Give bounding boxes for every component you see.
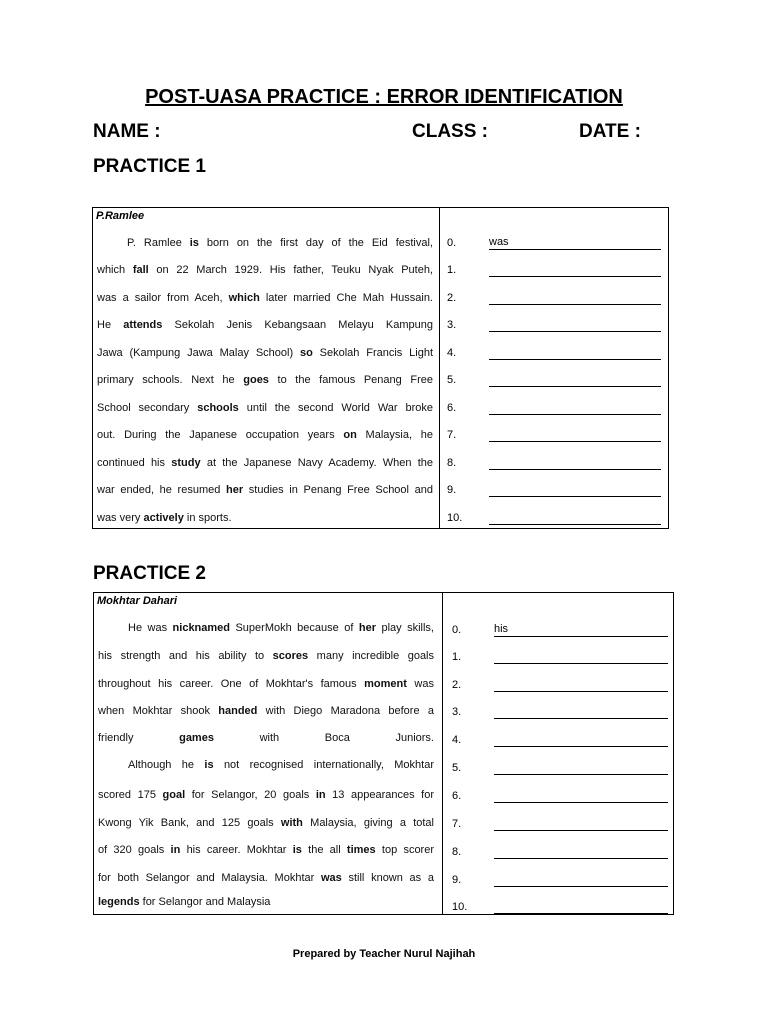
practice-2-heading: PRACTICE 2 xyxy=(93,563,206,584)
answer-blank[interactable] xyxy=(494,790,668,803)
item-number: 9. xyxy=(447,484,457,496)
answer-blank[interactable] xyxy=(489,374,661,387)
passage-text-segment: until the second World War broke xyxy=(238,402,434,414)
answer-blank[interactable] xyxy=(494,624,668,637)
passage-text-segment: P. Ramlee xyxy=(127,237,190,249)
passage-text-segment: later married Che Mah Hussain. xyxy=(259,292,433,304)
practice-1-box xyxy=(92,207,669,529)
passage-title: P.Ramlee xyxy=(96,210,145,222)
item-number: 3. xyxy=(447,319,457,331)
answer-blank[interactable] xyxy=(489,264,661,277)
footer-credit: Prepared by Teacher Nurul Najihah xyxy=(292,948,476,960)
passage-line xyxy=(98,650,434,662)
answer-blank[interactable] xyxy=(494,762,668,775)
error-word: attends xyxy=(123,319,163,331)
item-number: 8. xyxy=(447,457,457,469)
passage-text-segment: Jawa (Kampung Jawa Malay School) xyxy=(97,347,300,359)
answer-blank[interactable] xyxy=(489,512,661,525)
item-number: 0. xyxy=(452,624,462,636)
error-word: which xyxy=(228,292,260,304)
passage-line xyxy=(97,347,433,359)
error-word: in xyxy=(170,844,181,856)
passage-line xyxy=(98,678,434,690)
error-word: was xyxy=(321,872,342,884)
passage-text-segment: throughout his career. One of Mokhtar's famous xyxy=(98,678,365,690)
passage-text-segment: with Boca Juniors. xyxy=(213,732,434,744)
passage-text-segment: with Diego Maradona before a xyxy=(257,705,434,717)
class-label: CLASS : xyxy=(412,121,488,142)
passage-line xyxy=(97,512,433,524)
error-word: her xyxy=(226,484,244,496)
item-number: 3. xyxy=(452,706,462,718)
answer-blank[interactable] xyxy=(494,846,668,859)
error-word: schools xyxy=(197,402,239,414)
answer-blank[interactable] xyxy=(494,679,668,692)
passage-text-segment: He xyxy=(97,319,124,331)
answer-blank[interactable] xyxy=(494,874,668,887)
error-word: games xyxy=(179,732,214,744)
practice-2-box xyxy=(93,592,674,915)
answer-column xyxy=(442,593,673,914)
item-number: 5. xyxy=(452,762,462,774)
item-number: 6. xyxy=(452,790,462,802)
passage-text-segment: born on the first day of the Eid festival, xyxy=(198,237,433,249)
item-number: 7. xyxy=(447,429,457,441)
passage-text-segment: friendly xyxy=(98,732,180,744)
passage-text-segment: SuperMokh because of xyxy=(230,622,359,634)
name-label: NAME : xyxy=(93,121,161,142)
passage-text-segment: to the famous Penang Free xyxy=(268,374,433,386)
passage-line xyxy=(98,759,434,771)
passage-text-segment: for Selangor, 20 goals xyxy=(185,789,316,801)
passage-text-segment: was a sailor from Aceh, xyxy=(97,292,229,304)
passage-line xyxy=(98,732,434,744)
passage-text-segment: still known as a xyxy=(341,872,434,884)
passage-line xyxy=(98,622,434,634)
item-number: 4. xyxy=(447,347,457,359)
error-word: with xyxy=(280,817,303,829)
item-number: 9. xyxy=(452,874,462,886)
passage-line xyxy=(97,484,433,496)
passage-text-segment: his career. Mokhtar xyxy=(180,844,293,856)
error-word: moment xyxy=(364,678,407,690)
worksheet-title: POST-UASA PRACTICE : ERROR IDENTIFICATION xyxy=(145,86,623,108)
answer-blank[interactable] xyxy=(489,319,661,332)
answer-blank[interactable] xyxy=(489,402,661,415)
error-word: scores xyxy=(272,650,309,662)
answer-blank[interactable] xyxy=(489,347,661,360)
passage-text-segment: Malaysia, he xyxy=(356,429,433,441)
passage-text-segment: was very xyxy=(97,512,144,524)
passage-line xyxy=(97,429,433,441)
passage-text-segment: not recognised internationally, Mokhtar xyxy=(213,759,434,771)
error-word: on xyxy=(343,429,357,441)
error-word: is xyxy=(292,844,302,856)
passage-text-segment: many incredible goals xyxy=(308,650,435,662)
passage-text-segment: on 22 March 1929. His father, Teuku Nyak Puteh, xyxy=(148,264,433,276)
item-number: 4. xyxy=(452,734,462,746)
passage-line xyxy=(98,705,434,717)
passage-line xyxy=(98,817,434,829)
passage-line xyxy=(97,457,433,469)
passage-line xyxy=(97,374,433,386)
error-word: legends xyxy=(98,896,140,908)
item-number: 2. xyxy=(452,679,462,691)
passage-line xyxy=(97,402,433,414)
passage-text-segment: when Mokhtar shook xyxy=(98,705,219,717)
passage-text-segment: was xyxy=(406,678,434,690)
passage-line xyxy=(97,319,433,331)
item-number: 8. xyxy=(452,846,462,858)
passage-line xyxy=(97,292,433,304)
passage-text-segment: Malaysia, giving a total xyxy=(302,817,434,829)
item-number: 1. xyxy=(452,651,462,663)
passage-text-segment: which xyxy=(97,264,133,276)
item-number: 10. xyxy=(452,901,468,913)
answer-blank[interactable] xyxy=(494,901,668,914)
example-answer: his xyxy=(494,623,509,635)
error-word: so xyxy=(299,347,313,359)
passage-text-segment: Although he xyxy=(128,759,205,771)
passage-title: Mokhtar Dahari xyxy=(97,595,178,607)
passage-text-segment: his strength and his ability to xyxy=(98,650,273,662)
passage-text-segment: continued his xyxy=(97,457,172,469)
error-word: is xyxy=(189,237,199,249)
item-number: 10. xyxy=(447,512,463,524)
item-number: 2. xyxy=(447,292,457,304)
answer-blank[interactable] xyxy=(494,706,668,719)
passage-text-segment: primary schools. Next he xyxy=(97,374,244,386)
error-word: is xyxy=(204,759,214,771)
answer-blank[interactable] xyxy=(494,818,668,831)
passage-text-segment: of 320 goals xyxy=(98,844,171,856)
passage-text-segment: top scorer xyxy=(375,844,435,856)
passage-text-segment: 13 appearances for xyxy=(325,789,434,801)
passage-text-segment: scored 175 xyxy=(98,789,163,801)
passage-line xyxy=(98,896,434,908)
item-number: 1. xyxy=(447,264,457,276)
item-number: 7. xyxy=(452,818,462,830)
error-word: in xyxy=(315,789,326,801)
passage-text-segment: He was xyxy=(128,622,173,634)
passage-line xyxy=(98,789,434,801)
passage-text-segment: Sekolah Jenis Kebangsaan Melayu Kampung xyxy=(162,319,433,331)
passage-text-segment: studies in Penang Free School and xyxy=(243,484,433,496)
passage-text-segment: at the Japanese Navy Academy. When the xyxy=(200,457,433,469)
answer-blank[interactable] xyxy=(494,651,668,664)
error-word: her xyxy=(358,622,376,634)
passage-line xyxy=(98,844,434,856)
answer-blank[interactable] xyxy=(489,292,661,305)
error-word: times xyxy=(346,844,376,856)
answer-blank[interactable] xyxy=(489,457,661,470)
item-number: 0. xyxy=(447,237,457,249)
error-word: study xyxy=(171,457,201,469)
passage-text-segment: war ended, he resumed xyxy=(97,484,227,496)
passage-line xyxy=(97,264,433,276)
answer-blank[interactable] xyxy=(489,429,661,442)
passage-text-segment: Sekolah Francis Light xyxy=(312,347,434,359)
error-word: handed xyxy=(218,705,258,717)
passage-text-segment: for Selangor and Malaysia xyxy=(139,896,271,908)
practice-1-heading: PRACTICE 1 xyxy=(93,156,206,177)
passage-text-segment: School secondary xyxy=(97,402,198,414)
date-label: DATE : xyxy=(579,121,641,142)
error-word: actively xyxy=(143,512,184,524)
example-answer: was xyxy=(489,236,509,248)
passage-line xyxy=(98,872,434,884)
answer-blank[interactable] xyxy=(489,484,661,497)
error-word: goes xyxy=(243,374,269,386)
item-number: 5. xyxy=(447,374,457,386)
answer-column xyxy=(439,208,668,528)
error-word: goal xyxy=(162,789,186,801)
passage-text-segment: the all xyxy=(301,844,347,856)
error-word: fall xyxy=(132,264,149,276)
error-word: nicknamed xyxy=(172,622,231,634)
passage-text-segment: out. During the Japanese occupation years xyxy=(97,429,344,441)
item-number: 6. xyxy=(447,402,457,414)
passage-text-segment: Kwong Yik Bank, and 125 goals xyxy=(98,817,281,829)
passage-line xyxy=(97,237,433,249)
answer-blank[interactable] xyxy=(494,734,668,747)
passage-text-segment: play skills, xyxy=(376,622,434,634)
passage-text-segment: for both Selangor and Malaysia. Mokhtar xyxy=(98,872,321,884)
answer-blank[interactable] xyxy=(489,237,661,250)
passage-text-segment: in sports. xyxy=(183,512,232,524)
